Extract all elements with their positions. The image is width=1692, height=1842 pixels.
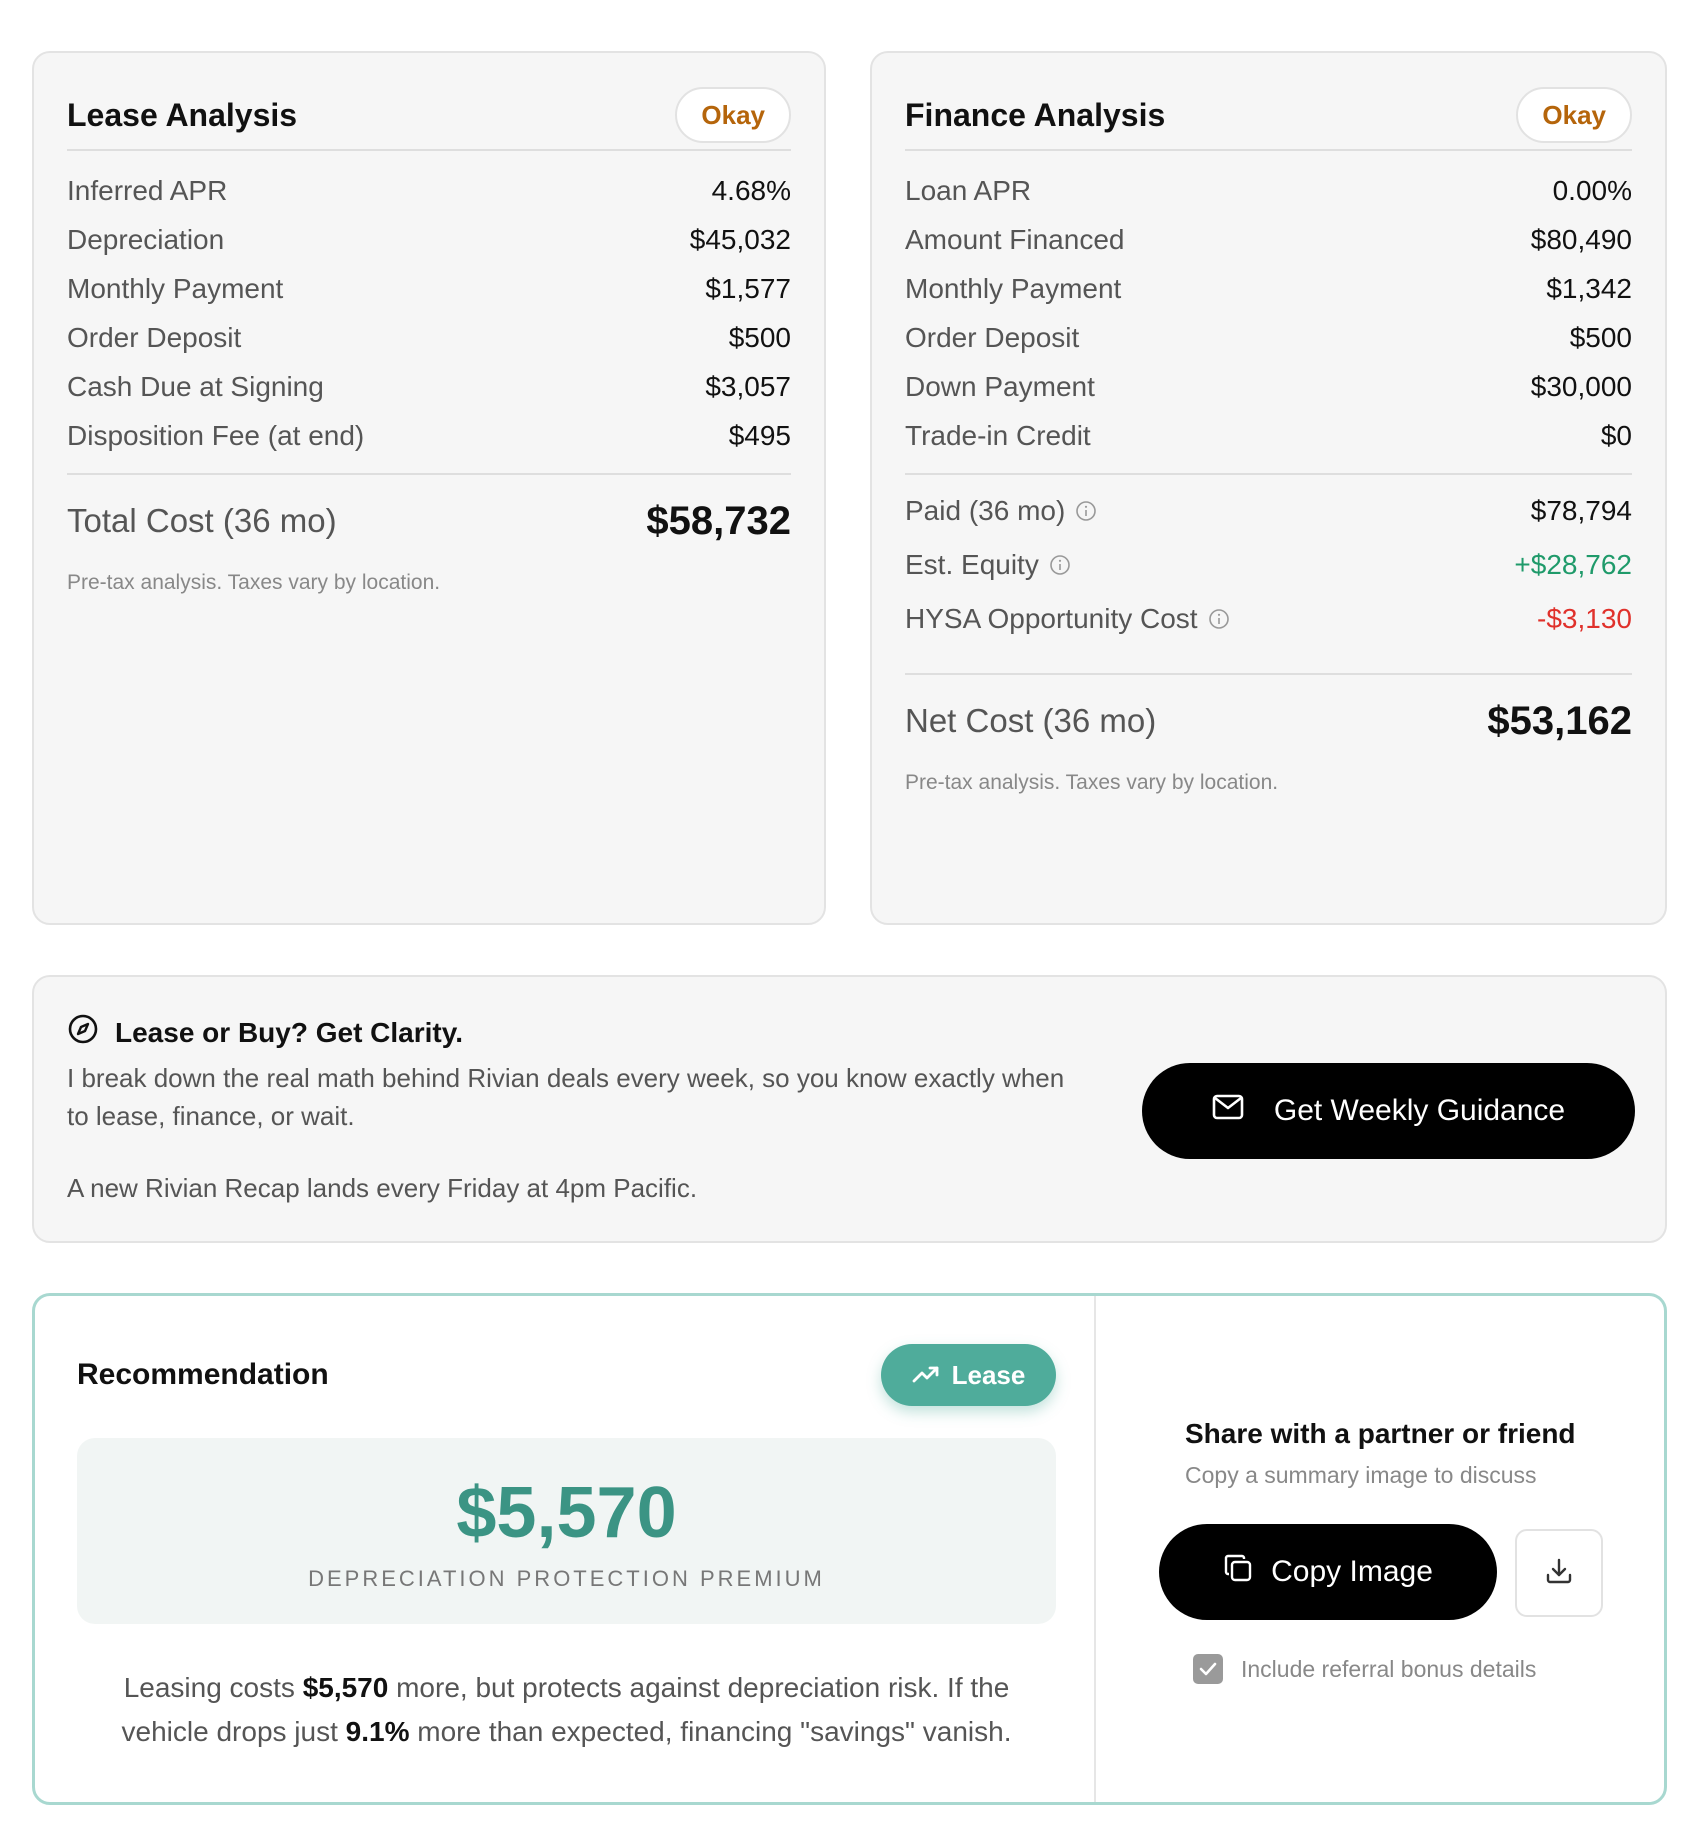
row-value: $495 [728,420,791,451]
rec-text-part: more, but protects against depreciation risk. If the vehicle drops just [121,1672,1010,1747]
divider [905,673,1632,675]
guidance-button-label: Get Weekly Guidance [1273,1094,1566,1127]
lease-row-monthly-payment [67,269,791,309]
total-value: $58,732 [646,498,791,543]
row-label: Cash Due at Signing [67,371,324,402]
finance-total-row [905,696,1632,746]
lease-row-inferred-apr [67,171,791,211]
row-value: $500 [728,322,791,353]
download-button[interactable] [1515,1529,1603,1617]
lease-title: Lease Analysis [67,97,298,133]
divider [67,473,791,475]
recommendation-text [77,1666,1056,1754]
lease-rating-badge: Okay [675,87,791,143]
get-weekly-guidance-button[interactable] [1142,1063,1635,1159]
copy-icon [1223,1553,1253,1591]
newsletter-title [67,1013,463,1052]
lease-row-cash-due [67,367,791,407]
premium-label: DEPRECIATION PROTECTION PREMIUM [308,1566,825,1591]
row-value: $80,490 [1530,224,1632,255]
hysa-value: -$3,130 [1537,603,1632,634]
lease-row-order-deposit [67,318,791,358]
share-title: Share with a partner or friend [1185,1418,1576,1449]
premium-amount: $5,570 [456,1473,677,1553]
finance-row-down-payment [905,367,1632,407]
lease-total-row [67,496,791,546]
row-value: 4.68% [711,175,791,206]
lease-recommendation-pill [881,1344,1056,1406]
lease-pill-label: Lease [951,1359,1026,1390]
lease-row-depreciation [67,220,791,260]
compass-icon [67,1013,99,1052]
finance-rating-badge: Okay [1516,87,1632,143]
total-value: $53,162 [1487,698,1632,743]
row-value: $78,794 [1530,495,1632,526]
finance-row-hysa [905,599,1632,639]
rec-text-bold-amount: $5,570 [302,1672,389,1703]
newsletter-card [32,975,1667,1243]
recommendation-card [32,1293,1667,1805]
copy-image-label: Copy Image [1271,1555,1433,1588]
paid-label-text: Paid (36 mo) [905,495,1066,526]
total-label: Total Cost (36 mo) [67,502,337,539]
row-value: $1,577 [705,273,791,304]
lease-row-disposition-fee [67,416,791,456]
row-value: $1,342 [1546,273,1632,304]
referral-option [1193,1654,1536,1684]
finance-row-equity [905,545,1632,585]
info-icon[interactable] [1075,500,1097,522]
copy-image-button[interactable] [1159,1524,1497,1620]
lease-tax-note: Pre-tax analysis. Taxes vary by location. [67,571,441,594]
row-label: Amount Financed [905,224,1125,255]
trending-up-icon [912,1360,940,1391]
recommendation-title: Recommendation [77,1358,329,1391]
referral-label: Include referral bonus details [1241,1655,1537,1682]
row-label [905,549,1071,581]
row-label [905,495,1097,527]
finance-tax-note: Pre-tax analysis. Taxes vary by location. [905,771,1279,794]
row-value: $45,032 [689,224,791,255]
equity-label-text: Est. Equity [905,549,1039,580]
newsletter-footer: A new Rivian Recap lands every Friday at 4pm Pacific. [67,1173,698,1203]
row-value: $500 [1569,322,1632,353]
premium-box [77,1438,1056,1624]
total-label: Net Cost (36 mo) [905,702,1157,739]
row-label: Order Deposit [67,322,242,353]
newsletter-title-text: Lease or Buy? Get Clarity. [115,1016,464,1048]
finance-row-paid [905,491,1632,531]
info-icon[interactable] [1049,554,1071,576]
row-label: Monthly Payment [905,273,1122,304]
finance-row-order-deposit [905,318,1632,358]
referral-checkbox[interactable] [1193,1654,1223,1684]
row-value: $30,000 [1530,371,1632,402]
lease-analysis-card [32,51,826,925]
finance-row-loan-apr [905,171,1632,211]
share-subtitle: Copy a summary image to discuss [1185,1462,1537,1488]
row-label: Inferred APR [67,175,228,206]
rec-text-bold-percent: 9.1% [345,1716,410,1747]
mail-icon [1212,1094,1244,1128]
divider [905,149,1632,151]
row-label: Trade-in Credit [905,420,1091,451]
hysa-label-text: HYSA Opportunity Cost [905,603,1198,634]
row-label: Monthly Payment [67,273,284,304]
newsletter-body: I break down the real math behind Rivian deals every week, so you know exactly when to lease, finance, or wait. [67,1063,1065,1131]
finance-title: Finance Analysis [905,97,1166,133]
download-icon [1544,1556,1574,1591]
row-value: 0.00% [1552,175,1632,206]
row-label [905,603,1230,635]
finance-row-amount-financed [905,220,1632,260]
check-icon [1197,1658,1219,1680]
row-label: Order Deposit [905,322,1080,353]
row-label: Disposition Fee (at end) [67,420,365,451]
finance-analysis-card [870,51,1667,925]
row-value: $0 [1600,420,1632,451]
equity-value: +$28,762 [1514,549,1632,580]
divider [67,149,791,151]
rec-text-part: Leasing costs [123,1672,303,1703]
row-label: Down Payment [905,371,1095,402]
row-value: $3,057 [705,371,791,402]
row-label: Loan APR [905,175,1032,206]
row-label: Depreciation [67,224,225,255]
rec-text-part: more than expected, financing "savings" vanish. [409,1716,1012,1747]
finance-row-monthly-payment [905,269,1632,309]
divider [905,473,1632,475]
info-icon[interactable] [1208,608,1230,630]
vertical-divider [1094,1296,1096,1802]
finance-row-trade-in [905,416,1632,456]
